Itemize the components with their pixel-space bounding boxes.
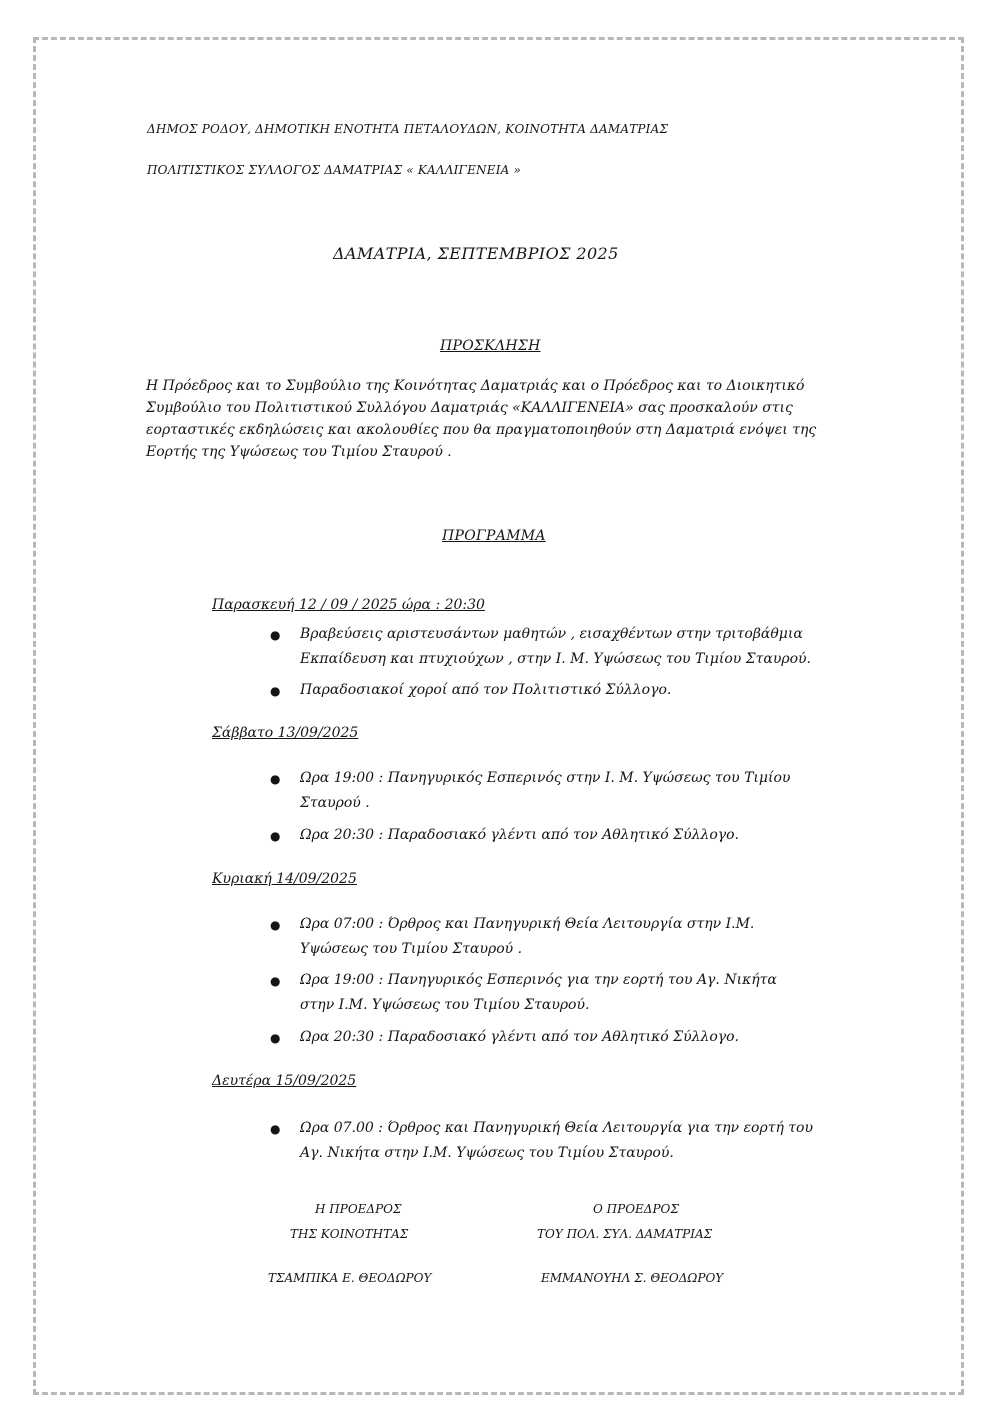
program-item-line: στην Ι.Μ. Υψώσεως του Τιμίου Σταυρού. — [300, 997, 590, 1013]
bullet-icon: ● — [270, 628, 281, 642]
program-item — [300, 622, 811, 672]
invitation-line: Εορτής της Υψώσεως του Τιμίου Σταυρού . — [146, 444, 452, 460]
signature-left-name: ΤΣΑΜΠΙΚΑ Ε. ΘΕΟΔΩΡΟΥ — [268, 1271, 432, 1285]
bullet-icon: ● — [270, 829, 281, 843]
day-heading-sunday: Κυριακή 14/09/2025 — [212, 871, 357, 887]
day-heading-monday: Δευτέρα 15/09/2025 — [212, 1073, 357, 1089]
signature-right-role: Ο ΠΡΟΕΔΡΟΣ — [593, 1202, 679, 1216]
bullet-icon: ● — [270, 918, 281, 932]
program-item-line: Σταυρού . — [300, 795, 370, 811]
bullet-icon: ● — [270, 1031, 281, 1045]
page-border — [33, 37, 964, 1395]
header-association: ΠΟΛΙΤΙΣΤΙΚΟΣ ΣΥΛΛΟΓΟΣ ΔΑΜΑΤΡΙΑΣ « ΚΑΛΛΙΓΕΝΕΙΑ » — [147, 163, 522, 177]
program-item — [300, 912, 754, 962]
bullet-icon: ● — [270, 974, 281, 988]
program-item-line: Ωρα 19:00 : Πανηγυρικός Εσπερινός για την εορτή του Αγ. Νικήτα — [300, 972, 777, 988]
invitation-line: Η Πρόεδρος και το Συμβούλιο της Κοινότητας Δαματριάς και ο Πρόεδρος και το Διοικητικό — [146, 378, 805, 394]
program-item — [300, 823, 739, 848]
program-item-line: Αγ. Νικήτα στην Ι.Μ. Υψώσεως του Τιμίου Σταυρού. — [300, 1145, 674, 1161]
place-date: ΔΑΜΑΤΡΙΑ, ΣΕΠΤΕΜΒΡΙΟΣ 2025 — [333, 244, 619, 263]
signature-left-role-sub: ΤΗΣ ΚΟΙΝΟΤΗΤΑΣ — [290, 1227, 409, 1241]
program-item — [300, 1116, 813, 1166]
program-item — [300, 968, 777, 1018]
program-item — [300, 678, 671, 703]
bullet-icon: ● — [270, 1122, 281, 1136]
invitation-text — [146, 375, 846, 463]
program-item — [300, 766, 790, 816]
signature-right-role-sub: ΤΟΥ ΠΟΛ. ΣΥΛ. ΔΑΜΑΤΡΙΑΣ — [537, 1227, 713, 1241]
program-item-line: Παραδοσιακοί χοροί από τον Πολιτιστικό Σύλλογο. — [300, 682, 672, 698]
program-title: ΠΡΟΓΡΑΜΜΑ — [442, 528, 546, 544]
bullet-icon: ● — [270, 772, 281, 786]
program-item-line: Βραβεύσεις αριστευσάντων μαθητών , εισαχθέντων στην τριτοβάθμια — [300, 626, 803, 642]
bullet-icon: ● — [270, 684, 281, 698]
program-item-line: Υψώσεως του Τιμίου Σταυρού . — [300, 941, 523, 957]
program-item — [300, 1025, 739, 1050]
invitation-line: Συμβούλιο του Πολιτιστικού Συλλόγου Δαματριάς «ΚΑΛΛΙΓΕΝΕΙΑ» σας προσκαλούν στις — [146, 400, 793, 416]
program-item-line: Ωρα 20:30 : Παραδοσιακό γλέντι από τον Αθλητικό Σύλλογο. — [300, 1029, 740, 1045]
signature-right-name: ΕΜΜΑΝΟΥΗΛ Σ. ΘΕΟΔΩΡΟΥ — [541, 1271, 724, 1285]
invitation-title: ΠΡΟΣΚΛΗΣΗ — [440, 338, 541, 354]
program-item-line: Ωρα 19:00 : Πανηγυρικός Εσπερινός στην Ι. Μ. Υψώσεως του Τιμίου — [300, 770, 791, 786]
day-heading-friday: Παρασκευή 12 / 09 / 2025 ώρα : 20:30 — [212, 597, 485, 613]
program-item-line: Ωρα 07.00 : Όρθρος και Πανηγυρική Θεία Λειτουργία για την εορτή του — [300, 1120, 813, 1136]
invitation-line: εορταστικές εκδηλώσεις και ακολουθίες που θα πραγματοποιηθούν στη Δαματριά ενόψει της — [146, 422, 817, 438]
signature-left-role: Η ΠΡΟΕΔΡΟΣ — [315, 1202, 402, 1216]
program-item-line: Ωρα 07:00 : Όρθρος και Πανηγυρική Θεία Λειτουργία στην Ι.Μ. — [300, 916, 755, 932]
program-item-line: Εκπαίδευση και πτυχιούχων , στην Ι. Μ. Υψώσεως του Τιμίου Σταυρού. — [300, 651, 811, 667]
program-item-line: Ωρα 20:30 : Παραδοσιακό γλέντι από τον Αθλητικό Σύλλογο. — [300, 827, 740, 843]
day-heading-saturday: Σάββατο 13/09/2025 — [212, 725, 359, 741]
header-municipality: ΔΗΜΟΣ ΡΟΔΟΥ, ΔΗΜΟΤΙΚΗ ΕΝΟΤΗΤΑ ΠΕΤΑΛΟΥΔΩΝ, ΚΟΙΝΟΤΗΤΑ ΔΑΜΑΤΡΙΑΣ — [147, 122, 669, 136]
